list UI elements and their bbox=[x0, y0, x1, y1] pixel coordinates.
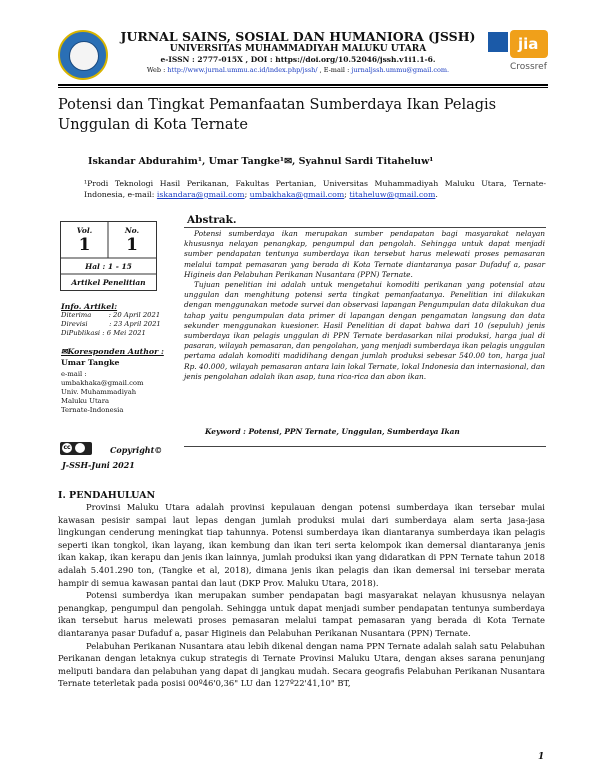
page-range: Hal : 1 - 15 bbox=[85, 262, 132, 271]
journal-header bbox=[58, 30, 548, 82]
header-divider-thin bbox=[58, 87, 548, 88]
no-value: 1 bbox=[126, 235, 138, 255]
corresponding-name: Umar Tangke bbox=[61, 358, 120, 367]
journal-email-link[interactable]: jurnaljssh.ummu@gmail.com. bbox=[351, 66, 450, 74]
article-type: Artikel Penelitian bbox=[71, 278, 146, 287]
body-paragraph-2: Potensi sumberdya ikan merupakan sumber pendapatan bagi masyarakat nelayan khususnya nelayan penangkap, pengumpul dan pengolah. Sehingga untuk dapat menjadi sumber pendapatan tentunya sumberdaya ikan tersebut harus melewati proses pemasaran melalui tampat pemasaran yang berada di Kota Ternate diantaranya pasar Dufaduf a, pasar Higineis dan Pelabuhan Perikanan Nusantara (PPN) Ternate. bbox=[58, 590, 545, 638]
cc-license-icon: cc bbox=[60, 442, 92, 455]
header-divider bbox=[58, 84, 548, 86]
jia-logo: jia bbox=[510, 30, 548, 58]
revised-date: Direvisi : 23 April 2021 bbox=[61, 320, 161, 328]
info-heading: Info. Artikel: bbox=[61, 302, 118, 311]
corr-email[interactable]: umbakhaka@gmail.com bbox=[61, 379, 144, 387]
university-name: UNIVERSITAS MUHAMMADIYAH MALUKU UTARA bbox=[169, 44, 427, 54]
author-email-1[interactable]: iskandara@gmail.com bbox=[156, 190, 245, 199]
published-date: DiPublikasi : 6 Mei 2021 bbox=[61, 329, 146, 337]
issn-doi: e-ISSN : 2777-015X , DOI : https://doi.org/10.52046/jssh.v1i1.1-6. bbox=[160, 55, 436, 64]
author-email-2[interactable]: umbakhaka@gmail.com bbox=[249, 190, 345, 199]
corr-email-label: e-mail : bbox=[61, 370, 87, 378]
abstract-heading: Abstrak. bbox=[187, 214, 237, 226]
corresponding-heading: ✉Koresponden Author : bbox=[61, 347, 164, 356]
body-paragraph-1: Provinsi Maluku Utara adalah provinsi kepulauan dengan potensi sumberdaya ikan tersebar mulai kawasan pesisir sampai laut lepas dengan jumlah produksi mulai dari sumberdaya alam serta jasa-jasa lingkungan cenderung meningkat tiap tahunnya. Potensi sumberdaya ikan diantaranya sumberdaya ikan pelagis seperti ikan tongkol, ikan layang, ikan kembung dan ikan teri serta kelompok ikan demersal diantaranya jenis ikan kakap, ikan kerapu dan jenis ikan lainnya, jumlah produksi ikan yang didaratkan di PPN Ternate tahun 2018 adalah 5.401.290 ton, (Tangke et al, 2018), dimana jenis ikan pelagis dan ikan demersal ini tersebar merata hampir di semua kawasan pantai dan laut (DKP Prov. Maluku Utara, 2018). bbox=[58, 502, 545, 588]
abstract-body bbox=[184, 229, 545, 382]
indexing-logos bbox=[488, 30, 548, 80]
paper-title: Potensi dan Tingkat Pemanfaatan Sumberdaya Ikan Pelagis Unggulan di Kota Ternate bbox=[58, 97, 497, 133]
no-label: No. bbox=[124, 226, 140, 235]
section-heading: I. PENDAHULUAN bbox=[58, 490, 156, 501]
journal-web-link[interactable]: http://www.jurnal.ummu.ac.id/index.php/jssh/ bbox=[167, 66, 318, 74]
journal-header-text bbox=[114, 30, 482, 75]
vol-label: Vol. bbox=[76, 226, 93, 235]
article-info bbox=[61, 302, 166, 415]
abstract-divider-bottom bbox=[184, 446, 546, 447]
received-date: Diterima : 20 April 2021 bbox=[61, 311, 161, 319]
index-logo-icon bbox=[488, 32, 508, 52]
mail-icon: ✉ bbox=[61, 347, 68, 356]
institution-line-1: Univ. Muhammadiyah bbox=[61, 388, 137, 396]
abstract-divider-top bbox=[184, 227, 546, 228]
body-paragraph-3: Pelabuhan Perikanan Nusantara atau lebih dikenal dengan nama PPN Ternate adalah salah satu Pelabuhan Perikanan dengan letaknya cukup strategis di Ternate Provinsi Maluku Utara, dengan akses sarana penunjang meliputi bandara dan pelabuhan yang dapat di jangkau mudah. Secara geografis Pelabuhan Perikanan Nusantara Ternate teterletak pada posisi 00º46'0,36" LU dan 127º22'41,10" BT, bbox=[58, 640, 545, 689]
author-list: Iskandar Abdurahim¹, Umar Tangke¹✉, Syahnul Sardi Titaheluw¹ bbox=[88, 156, 434, 167]
web-email: Web : http://www.jurnal.ummu.ac.id/index.php/jssh/ , E-mail : jurnaljssh.ummu@gmail.com. bbox=[146, 66, 450, 74]
abstract-paragraph-1: Potensi sumberdaya ikan merupakan sumber pendapatan bagi masyarakat nelayan khususnya nelayan penangkap, pengumpul dan pengolah. Sehingga untuk dapat menjadi sumber pendapatan tentunya sumberdaya ikan tersebut harus melewati proses pemasaran melalui tampat pemasaran yang berada di Kota Ternate diantaranya pasar Dufaduf a, pasar Higineis dan Pelabuhan Perikanan Nusantara (PPN) Ternate. bbox=[184, 229, 545, 279]
body-text bbox=[58, 501, 545, 690]
journal-title: JURNAL SAINS, SOSIAL DAN HUMANIORA (JSSH) bbox=[120, 29, 476, 44]
copyright-line: J-SSH-Juni 2021 bbox=[62, 460, 135, 470]
crossref-logo: Crossref bbox=[510, 62, 547, 72]
institution-line-3: Ternate-Indonesia bbox=[61, 406, 124, 414]
author-email-3[interactable]: titaheluw@gmail.com bbox=[349, 190, 436, 199]
copyright-label: Copyright© bbox=[110, 445, 163, 455]
keywords: Keyword : Potensi, PPN Ternate, Unggulan, Sumberdaya Ikan bbox=[205, 427, 460, 436]
vol-value: 1 bbox=[78, 235, 91, 255]
abstract-paragraph-2: Tujuan penelitian ini adalah untuk mengetahui komoditi perikanan yang potensial atau unggulan dan menghitung potensi serta tingkat pemanfaatanya. Penelitian ini dilakukan dengan menggunakan metode survei dan observasi lapangan Pengumpulan data dilakukan dua tahap yaitu pengumpulan data primer di lapangan dengan pengamatan langsung dan data sekunder menggunakan kuesioner. Hasil Penelitian di dapat bahwa dari 10 (sepuluh) jenis sumberdaya ikan pelagis unggulan di PPN Ternate berdasarkan nilai produksi, harga jual di pasaran, wilayah pemasaran, dan pengolahan, yang menjadi sumberdaya ikan pelagis unggulan pertama adalah komoditi madidihang dengan jumlah produksi sebesar 540.00 ton, harga jual Rp. 40.000, wilayah pemasaran antara lain lokal Ternate, lokal Indonesia dan internasional, dan jenis pengolahan adalah ikan asap, tuna rica-rica dan abon ikan. bbox=[184, 280, 545, 381]
affiliation: ¹Prodi Teknologi Hasil Perikanan, Fakultas Pertanian, Universitas Muhammadiyah Maluku Utara, Ternate-Indonesia, e-mail: iskandara@gmail.com; umbakhaka@gmail.com; titaheluw@gmail.com. bbox=[84, 179, 546, 199]
volume-box bbox=[60, 221, 157, 291]
page-number: 1 bbox=[538, 752, 545, 762]
university-logo bbox=[58, 30, 108, 80]
institution-line-2: Maluku Utara bbox=[61, 397, 110, 405]
